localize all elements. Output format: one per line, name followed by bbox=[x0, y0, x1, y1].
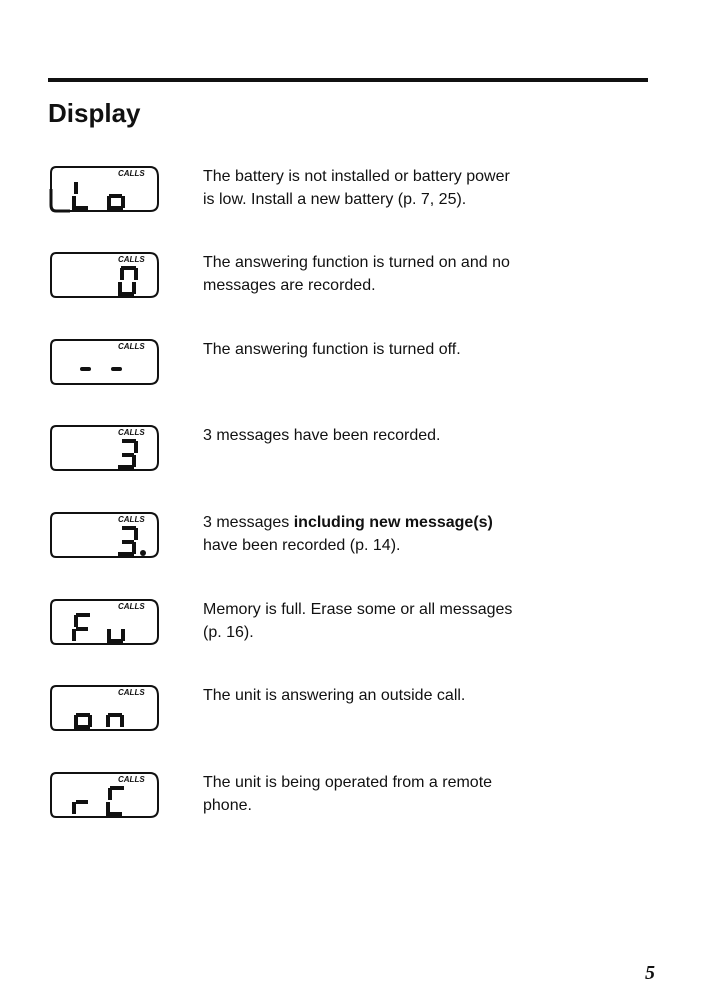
calls-label: CALLS bbox=[118, 342, 145, 351]
lcd-digits bbox=[118, 266, 138, 296]
emphasis-text: including new message(s) bbox=[293, 514, 493, 531]
lcd-digits bbox=[72, 613, 125, 643]
lcd-display bbox=[50, 165, 159, 211]
calls-label: CALLS bbox=[118, 515, 145, 524]
description: The unit is answering an outside call. bbox=[203, 687, 466, 704]
description: The answering function is turned on and no messages are recorded. bbox=[203, 254, 510, 294]
header-rule bbox=[48, 78, 648, 82]
calls-label: CALLS bbox=[118, 169, 145, 178]
calls-label: CALLS bbox=[118, 602, 145, 611]
lcd-digits bbox=[72, 182, 125, 210]
description: The battery is not installed or battery power is low. Install a new battery (p. 7, 25). bbox=[203, 168, 510, 208]
lcd-display bbox=[50, 598, 159, 644]
lcd-display bbox=[50, 251, 159, 297]
lcd-digits bbox=[80, 367, 122, 371]
description: Memory is full. Erase some or all messages (p. 16). bbox=[203, 601, 513, 641]
description: The unit is being operated from a remote phone. bbox=[203, 774, 493, 814]
lcd-digits bbox=[118, 526, 146, 556]
lcd-digits bbox=[118, 439, 138, 469]
page-title: Display bbox=[48, 98, 141, 128]
lcd-display bbox=[50, 511, 159, 557]
new-message-dot bbox=[140, 550, 146, 556]
calls-label: CALLS bbox=[118, 428, 145, 437]
description: The answering function is turned off. bbox=[203, 341, 461, 358]
calls-label: CALLS bbox=[118, 255, 145, 264]
description: 3 messages have been recorded. bbox=[203, 427, 441, 444]
page-number: 5 bbox=[645, 962, 655, 984]
lcd-display bbox=[50, 338, 159, 384]
lcd-digits bbox=[72, 786, 124, 816]
lcd-display bbox=[50, 684, 159, 730]
calls-label: CALLS bbox=[118, 688, 145, 697]
lcd-digits bbox=[74, 713, 124, 729]
calls-label: CALLS bbox=[118, 775, 145, 784]
lcd-display bbox=[50, 771, 159, 817]
description: 3 messages including new message(s) have been recorded (p. 14). bbox=[203, 514, 493, 554]
lcd-display bbox=[50, 424, 159, 470]
